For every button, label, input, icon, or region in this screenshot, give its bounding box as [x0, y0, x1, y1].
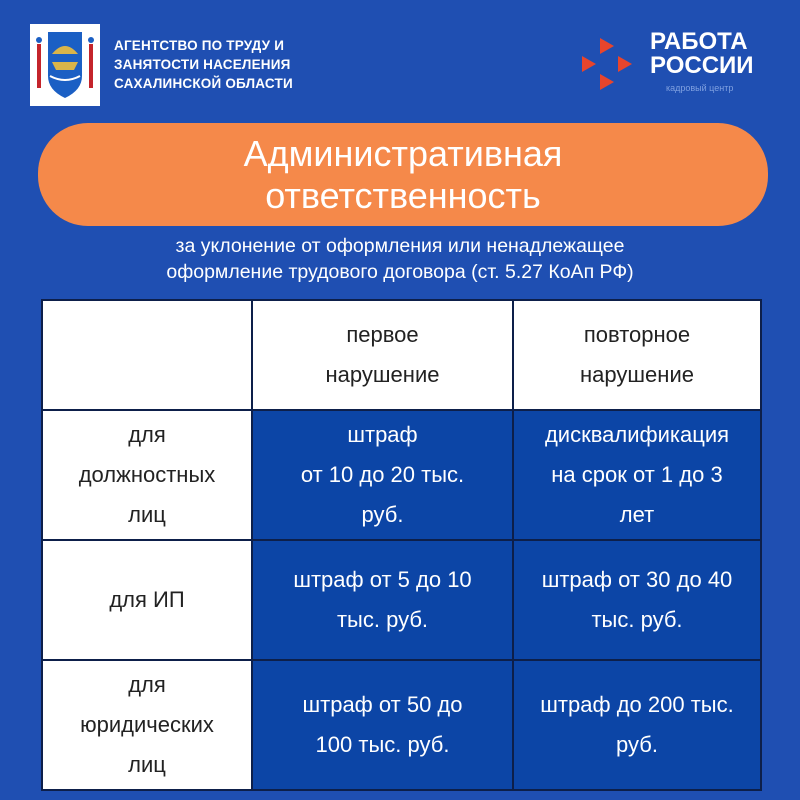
- agency-line-2: ЗАНЯТОСТИ НАСЕЛЕНИЯ: [114, 57, 291, 72]
- table-row: [42, 660, 761, 790]
- penalty-table: [41, 299, 762, 791]
- brand-name: [650, 30, 754, 78]
- table-row: [42, 540, 761, 660]
- header-cell-empty: [42, 300, 252, 410]
- subtitle-line-2: оформление трудового договора (ст. 5.27 КоАп РФ): [166, 261, 634, 283]
- row-label-officials: для должностных лиц: [42, 410, 252, 540]
- cell-legal-repeat: штраф до 200 тыс. руб.: [513, 660, 761, 790]
- brand-line-2: РОССИИ: [650, 52, 754, 79]
- table-header-row: [42, 300, 761, 410]
- header: [0, 0, 800, 120]
- row-label-ip: для ИП: [42, 540, 252, 660]
- cell-legal-first: штраф от 50 до 100 тыс. руб.: [252, 660, 513, 790]
- cell-officials-first: штраф от 10 до 20 тыс. руб.: [252, 410, 513, 540]
- row-label-legal-entities: для юридических лиц: [42, 660, 252, 790]
- brand-line-1: РАБОТА: [650, 28, 748, 55]
- sakhalin-coat-of-arms-icon: [30, 24, 100, 106]
- agency-name: [114, 36, 293, 93]
- cell-officials-repeat: дисквалификация на срок от 1 до 3 лет: [513, 410, 761, 540]
- brand-subtitle: кадровый центр: [666, 83, 734, 93]
- cell-ip-repeat: штраф от 30 до 40 тыс. руб.: [513, 540, 761, 660]
- subtitle-line-1: за уклонение от оформления или ненадлежащее: [175, 235, 625, 257]
- rabota-rossii-arrows-icon: [580, 34, 640, 94]
- header-cell-repeat: повторное нарушение: [513, 300, 761, 410]
- cell-ip-first: штраф от 5 до 10 тыс. руб.: [252, 540, 513, 660]
- header-cell-first: первое нарушение: [252, 300, 513, 410]
- title-banner: [38, 123, 768, 226]
- title-line-2: ответственность: [265, 174, 541, 216]
- title-line-1: Административная: [243, 132, 563, 174]
- table-row: [42, 410, 761, 540]
- subtitle: [0, 233, 800, 285]
- agency-line-1: АГЕНТСТВО ПО ТРУДУ И: [114, 38, 285, 53]
- agency-line-3: САХАЛИНСКОЙ ОБЛАСТИ: [114, 76, 293, 91]
